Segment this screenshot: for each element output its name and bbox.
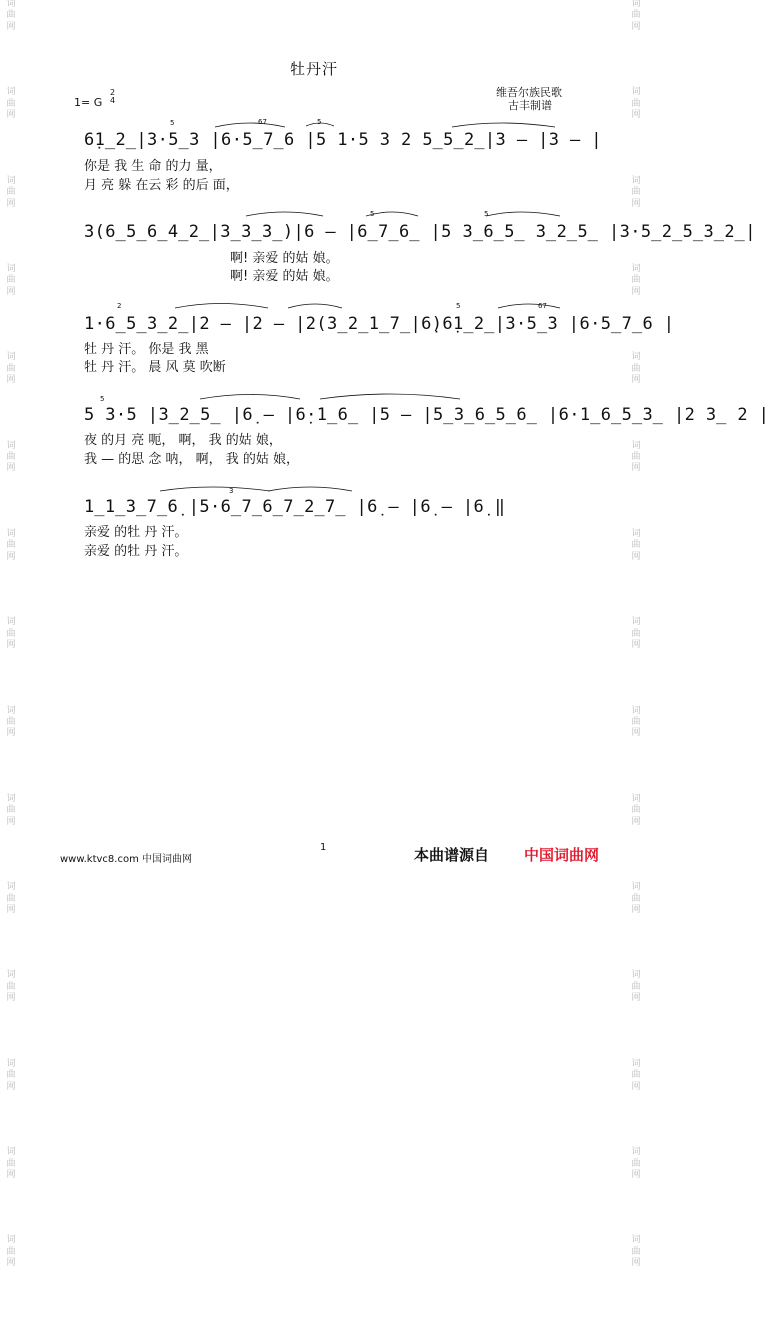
grace-note: 67 <box>538 302 547 310</box>
watermark-glyph: 曲 <box>6 1070 16 1081</box>
watermark-glyph: 网 <box>6 905 16 915</box>
key-signature: 1= G <box>74 96 103 109</box>
grace-note: 5 <box>170 119 175 127</box>
watermark-glyph: 曲 <box>6 98 16 109</box>
tie-arc <box>498 304 560 308</box>
watermark-glyph: 网 <box>6 21 16 32</box>
footer-site-link[interactable]: www.ktvc8.com 中国词曲网 <box>60 854 193 865</box>
watermark-glyph: 词 <box>631 617 641 628</box>
watermark-glyph: 网 <box>631 198 641 209</box>
watermark-glyph: 曲 <box>631 893 641 904</box>
watermark-glyph: 词 <box>631 0 641 9</box>
watermark-glyph: 网 <box>631 993 641 1004</box>
tie-arc <box>268 487 352 491</box>
watermark-glyph: 词 <box>6 0 16 9</box>
tie-arc <box>246 212 323 216</box>
watermark-glyph: 网 <box>631 551 641 562</box>
watermark-glyph: 词 <box>631 1147 641 1158</box>
page-number: 1 <box>320 842 327 853</box>
tie-arc <box>160 487 270 491</box>
watermark-glyph: 网 <box>6 1169 16 1180</box>
watermark-glyph: 曲 <box>631 540 641 551</box>
watermark-gap <box>4 1094 18 1114</box>
watermark-glyph: 曲 <box>631 363 641 374</box>
watermark-glyph: 网 <box>631 1081 641 1092</box>
notation-line-3: 1·6̲5̲3̲2̲|2 – |2 – |2(3̲2̲1̲7̲|6̣)6̣1̲2̲|3·5̲3 |6·5̲7̲6 | <box>84 314 675 334</box>
song-title: 牡丹汗 <box>290 60 339 78</box>
lyrics-line-3a: 牡 丹 汗。 你是 我 黑 <box>84 342 209 357</box>
watermark-glyph: 曲 <box>6 275 16 286</box>
watermark-glyph: 曲 <box>6 363 16 374</box>
watermark-glyph: 网 <box>6 198 16 209</box>
lyrics-line-5a: 亲爱 的牡 丹 汗。 <box>84 525 188 540</box>
watermark-glyph: 词 <box>631 1235 641 1246</box>
notation-line-1: 6̣1̲2̲|3·5̲3 |6·5̲7̲6 |5 1·5 3 2 5̲5̲2̲|3 – |3 – | <box>84 130 602 150</box>
grace-note: 5 <box>370 210 375 218</box>
watermark-glyph: 网 <box>6 1081 16 1092</box>
time-signature-bottom: 4 <box>110 96 116 105</box>
watermark-glyph: 曲 <box>6 10 16 21</box>
watermark-glyph: 曲 <box>631 452 641 462</box>
lyrics-line-4a: 夜 的月 亮 呃， 啊， 我 的姑 娘， <box>84 433 282 448</box>
time-signature-top: 2 <box>110 88 116 97</box>
footer-source-label: 本曲谱源自 <box>414 846 490 864</box>
watermark-glyph: 曲 <box>6 805 16 816</box>
watermark-glyph: 词 <box>6 617 16 628</box>
watermark-glyph: 词 <box>631 882 641 893</box>
watermark-glyph: 网 <box>631 816 641 827</box>
watermark-glyph: 词 <box>631 440 641 451</box>
watermark-glyph: 词 <box>631 352 641 363</box>
watermark-gap <box>629 1006 643 1026</box>
watermark-glyph: 网 <box>6 816 16 827</box>
watermark-glyph: 词 <box>6 528 16 539</box>
watermark-glyph: 词 <box>6 263 16 274</box>
grace-note: 5 <box>484 210 489 218</box>
watermark-glyph: 曲 <box>631 1246 641 1257</box>
watermark-glyph: 网 <box>631 905 641 915</box>
watermark-glyph: 网 <box>6 286 16 297</box>
watermark-gap <box>629 917 643 937</box>
grace-note: 5 <box>100 395 105 403</box>
watermark-glyph: 曲 <box>631 1158 641 1169</box>
tie-arc <box>452 123 555 127</box>
watermark-glyph: 网 <box>631 728 641 739</box>
watermark-glyph: 曲 <box>6 1158 16 1169</box>
watermark-glyph: 网 <box>631 1258 641 1269</box>
watermark-gap <box>4 1271 18 1291</box>
watermark-glyph: 网 <box>631 375 641 386</box>
watermark-glyph: 词 <box>6 970 16 981</box>
watermark-glyph: 词 <box>6 705 16 716</box>
watermark-glyph: 网 <box>6 463 16 474</box>
watermark-glyph: 曲 <box>631 981 641 992</box>
tuplet-3: 3 <box>229 487 234 495</box>
watermark-glyph: 曲 <box>631 98 641 109</box>
tie-arc <box>175 304 268 309</box>
watermark-glyph: 词 <box>6 440 16 451</box>
watermark-glyph: 曲 <box>631 275 641 286</box>
watermark-glyph: 词 <box>631 528 641 539</box>
watermark-glyph: 网 <box>631 21 641 32</box>
grace-note: 2 <box>117 302 122 310</box>
tie-arc <box>288 304 342 308</box>
grace-note: 67 <box>258 118 267 126</box>
grace-note: 5 <box>317 118 322 126</box>
watermark-glyph: 网 <box>631 463 641 474</box>
watermark-glyph: 词 <box>631 263 641 274</box>
lyrics-line-2b: 啊! 亲爱 的姑 娘。 <box>230 269 339 284</box>
tie-arc <box>200 395 300 400</box>
watermark-glyph: 词 <box>631 87 641 98</box>
watermark-glyph: 曲 <box>6 1246 16 1257</box>
watermark-glyph: 网 <box>6 993 16 1004</box>
footer-source-site[interactable]: 中国词曲网 <box>524 846 600 864</box>
credit-arranger: 古丰制谱 <box>508 99 552 112</box>
lyrics-line-5b: 亲爱 的牡 丹 汗。 <box>84 544 188 559</box>
watermark-glyph: 曲 <box>6 716 16 727</box>
watermark-gap <box>629 1182 643 1202</box>
watermark-glyph: 词 <box>6 87 16 98</box>
watermark-glyph: 词 <box>6 793 16 804</box>
watermark-glyph: 网 <box>631 110 641 121</box>
tie-arc <box>486 212 560 216</box>
lyrics-line-3b: 牡 丹 汗。 晨 风 莫 吹断 <box>84 360 226 375</box>
watermark-gap <box>4 1006 18 1026</box>
watermark-glyph: 曲 <box>631 628 641 639</box>
watermark-glyph: 网 <box>6 1258 16 1269</box>
watermark-glyph: 网 <box>631 286 641 297</box>
watermark-glyph: 曲 <box>6 628 16 639</box>
watermark-glyph: 曲 <box>6 893 16 904</box>
notation-line-4: 5 3·5 |3̲2̲5̲ |6̣ – |6̣·1̲6̲ |5 – |5̲3̲6̲5̲6̲ |6·1̲6̲5̲3̲ |2 3̲ 2 | <box>84 405 769 425</box>
credit-origin: 维吾尔族民歌 <box>496 86 562 99</box>
notation-line-5: 1̲1̲3̲7̲6̣ |5·6̲7̲6̲7̲2̲7̲ |6̣ – |6̣ – |6̣ ‖ <box>84 497 506 517</box>
lyrics-line-1b: 月 亮 躲 在云 彩 的后 面， <box>84 178 239 193</box>
watermark-glyph: 曲 <box>631 805 641 816</box>
watermark-glyph: 曲 <box>631 187 641 198</box>
watermark-glyph: 曲 <box>6 981 16 992</box>
watermark-gap <box>629 1094 643 1114</box>
tie-arc <box>215 123 285 127</box>
watermark-glyph: 曲 <box>6 187 16 198</box>
lyrics-line-1a: 你是 我 生 命 的力 量， <box>84 159 222 174</box>
watermark-glyph: 网 <box>6 728 16 739</box>
watermark-glyph: 曲 <box>631 1070 641 1081</box>
tie-arc <box>320 394 460 399</box>
grace-note: 5 <box>456 302 461 310</box>
watermark-glyph: 词 <box>631 970 641 981</box>
watermark-glyph: 词 <box>631 793 641 804</box>
lyrics-line-2a: 啊! 亲爱 的姑 娘。 <box>230 251 339 266</box>
watermark-glyph: 曲 <box>631 10 641 21</box>
watermark-glyph: 曲 <box>631 716 641 727</box>
watermark-glyph: 词 <box>6 1235 16 1246</box>
lyrics-line-4b: 我 — 的思 念 呐， 啊， 我 的姑 娘， <box>84 452 300 467</box>
watermark-glyph: 词 <box>6 1058 16 1069</box>
watermark-gap <box>4 1182 18 1202</box>
watermark-glyph: 词 <box>6 352 16 363</box>
watermark-gap <box>4 917 18 937</box>
notation-line-2: 3(6̲5̲6̲4̲2̲|3̲3̲3̲)|6 – |6̲7̲6̲ |5 3̲6̲5̲ 3̲2̲5̲ |3·5̲2̲5̲3̲2̲| <box>84 222 756 242</box>
watermark-glyph: 词 <box>6 1147 16 1158</box>
watermark-glyph: 曲 <box>6 452 16 462</box>
watermark-glyph: 网 <box>6 375 16 386</box>
watermark-glyph: 词 <box>6 175 16 186</box>
watermark-glyph: 词 <box>6 882 16 893</box>
watermark-glyph: 网 <box>631 1169 641 1180</box>
watermark-glyph: 词 <box>631 705 641 716</box>
watermark-glyph: 曲 <box>6 540 16 551</box>
watermark-glyph: 词 <box>631 1058 641 1069</box>
watermark-glyph: 网 <box>631 640 641 651</box>
watermark-glyph: 网 <box>6 640 16 651</box>
watermark-glyph: 网 <box>6 110 16 121</box>
watermark-glyph: 词 <box>631 175 641 186</box>
watermark-glyph: 网 <box>6 551 16 562</box>
watermark-gap <box>629 1271 643 1291</box>
